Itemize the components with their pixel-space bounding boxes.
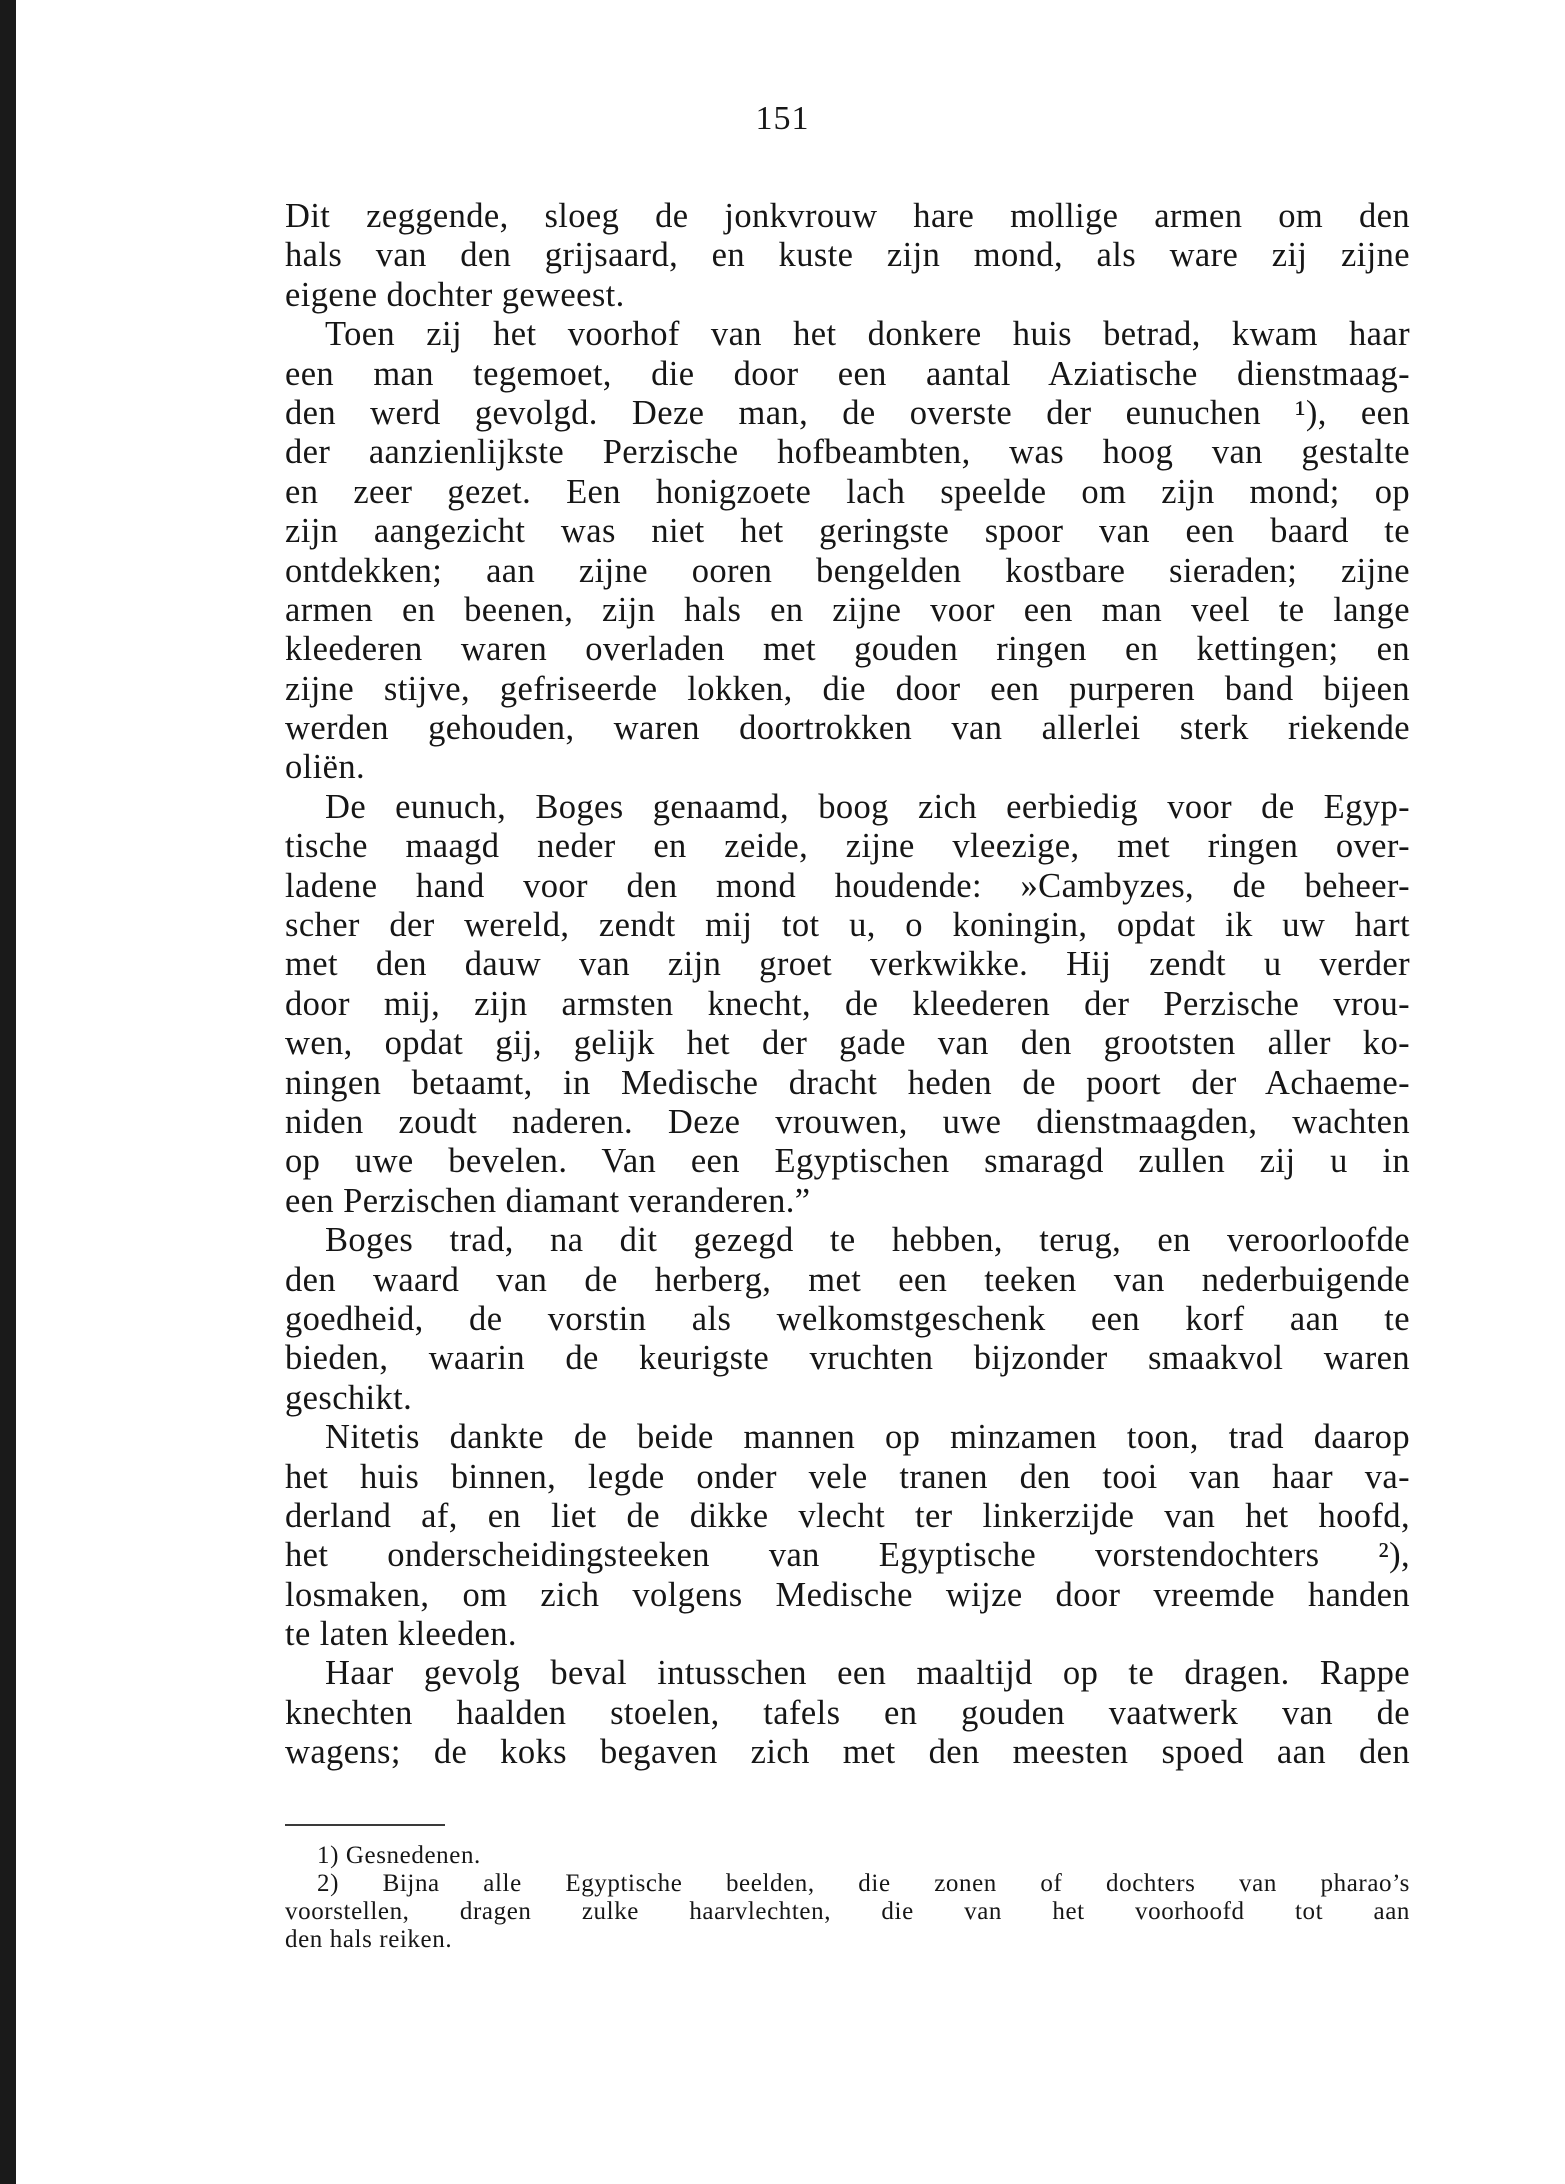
text-line: den werd gevolgd. Deze man, de overste der eunuchen ¹), een	[285, 393, 1410, 432]
text-line: armen en beenen, zijn hals en zijne voor een man veel te lange	[285, 590, 1410, 629]
text-line: met den dauw van zijn groet verkwikke. Hij zendt u verder	[285, 945, 1410, 984]
text-line: eigene dochter geweest.	[285, 275, 625, 314]
text-line: het huis binnen, legde onder vele tranen den tooi van haar va-	[285, 1457, 1410, 1496]
text-line: Toen zij het voorhof van het donkere huis betrad, kwam haar	[325, 315, 1410, 354]
text-line: een man tegemoet, die door een aantal Aziatische dienstmaag-	[285, 354, 1410, 393]
footnote-line: voorstellen, dragen zulke haarvlechten, die van het voorhoofd tot aan	[285, 1898, 1410, 1925]
text-line: niden zoudt naderen. Deze vrouwen, uwe dienstmaagden, wachten	[285, 1102, 1410, 1141]
text-line: oliën.	[285, 748, 366, 787]
text-line: zijne stijve, gefriseerde lokken, die door een purperen band bijeen	[285, 669, 1410, 708]
text-line: goedheid, de vorstin als welkomstgeschenk een korf aan te	[285, 1299, 1410, 1338]
page-binding-edge	[0, 0, 16, 2184]
text-line: zijn aangezicht was niet het geringste spoor van een baard te	[285, 512, 1410, 551]
text-line: tische maagd neder en zeide, zijne vleezige, met ringen over-	[285, 827, 1410, 866]
text-line: Haar gevolg beval intusschen een maaltijd op te dragen. Rappe	[325, 1654, 1410, 1693]
body-text	[285, 197, 1410, 1773]
text-line: bieden, waarin de keurigste vruchten bijzonder smaakvol waren	[285, 1339, 1410, 1378]
text-line: werden gehouden, waren doortrokken van allerlei sterk riekende	[285, 709, 1410, 748]
text-line: kleederen waren overladen met gouden ringen en kettingen; en	[285, 630, 1410, 669]
page-number: 151	[755, 100, 810, 137]
footnote-separator	[285, 1824, 445, 1826]
text-line: Boges trad, na dit gezegd te hebben, terug, en veroorloofde	[325, 1221, 1410, 1260]
text-line: een Perzischen diamant veranderen.”	[285, 1181, 811, 1220]
text-line: door mij, zijn armsten knecht, de kleederen der Perzische vrou-	[285, 984, 1410, 1023]
text-line: Dit zeggende, sloeg de jonkvrouw hare mollige armen om den	[285, 197, 1410, 235]
footnote-line: 1) Gesnedenen.	[317, 1842, 481, 1869]
text-line: ladene hand voor den mond houdende: »Cambyzes, de beheer-	[285, 866, 1410, 905]
text-line: knechten haalden stoelen, tafels en gouden vaatwerk van de	[285, 1693, 1410, 1732]
footnote-line: den hals reiken.	[285, 1926, 453, 1953]
text-line: Nitetis dankte de beide mannen op minzamen toon, trad daarop	[325, 1418, 1410, 1457]
text-line: hals van den grijsaard, en kuste zijn mond, als ware zij zijne	[285, 236, 1410, 275]
text-line: derland af, en liet de dikke vlecht ter linkerzijde van het hoofd,	[285, 1496, 1410, 1535]
text-line: geschikt.	[285, 1378, 413, 1417]
text-line: losmaken, om zich volgens Medische wijze door vreemde handen	[285, 1575, 1410, 1614]
footnote-line: 2) Bijna alle Egyptische beelden, die zonen of dochters van pharao’s	[317, 1870, 1410, 1897]
text-line: op uwe bevelen. Van een Egyptischen smaragd zullen zij u in	[285, 1142, 1410, 1181]
text-line: wen, opdat gij, gelijk het der gade van den grootsten aller ko-	[285, 1024, 1410, 1063]
text-line: wagens; de koks begaven zich met den meesten spoed aan den	[285, 1733, 1410, 1772]
text-line: De eunuch, Boges genaamd, boog zich eerbiedig voor de Egyp-	[325, 787, 1410, 826]
footnotes	[285, 1842, 1410, 1954]
text-line: het onderscheidingsteeken van Egyptische vorstendochters ²),	[285, 1536, 1410, 1575]
text-line: ontdekken; aan zijne ooren bengelden kostbare sieraden; zijne	[285, 551, 1410, 590]
text-line: ningen betaamt, in Medische dracht heden de poort der Achaeme-	[285, 1063, 1410, 1102]
text-line: der aanzienlijkste Perzische hofbeambten, was hoog van gestalte	[285, 433, 1410, 472]
text-line: den waard van de herberg, met een teeken van nederbuigende	[285, 1260, 1410, 1299]
text-line: en zeer gezet. Een honigzoete lach speelde om zijn mond; op	[285, 472, 1410, 511]
text-line: te laten kleeden.	[285, 1615, 517, 1654]
text-line: scher der wereld, zendt mij tot u, o koningin, opdat ik uw hart	[285, 906, 1410, 945]
